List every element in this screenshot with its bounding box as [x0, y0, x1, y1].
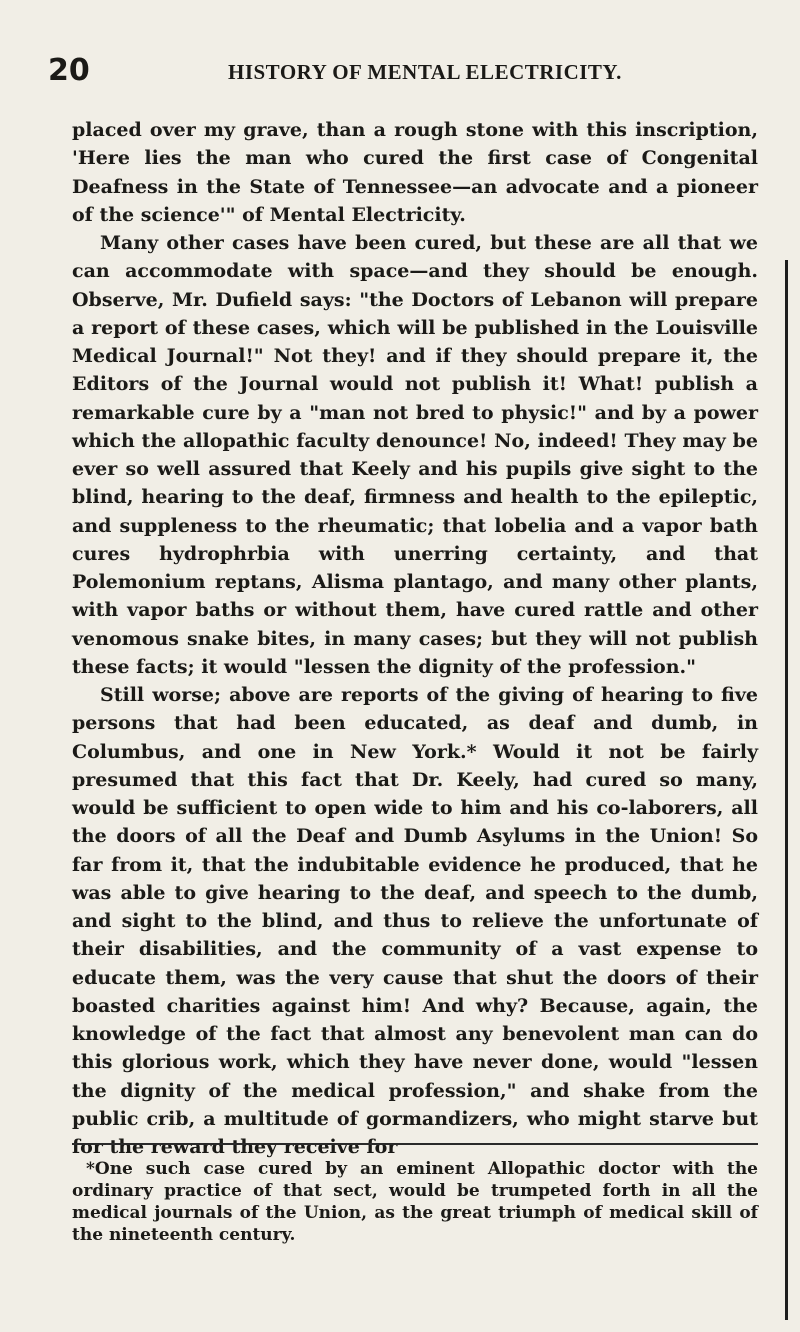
body-text [72, 116, 758, 1161]
running-title: HISTORY OF MENTAL ELECTRICITY. [228, 60, 622, 84]
page-number: 20 [48, 53, 90, 88]
page-header [48, 52, 770, 92]
paragraph: Still worse; above are reports of the giving of hearing to five persons that had been educated, as deaf and dumb, in Columbus, and one in New York.* Would it not be fairly presumed that this fact that Dr. Keely, had cured so many, would be sufficient to open wide to him and his co-laborers, all the doors of all the Deaf and Dumb Asylums in the Union! So far from it, that the indubitable evidence he produced, that he was able to give hearing to the deaf, and speech to the dumb, and sight to the blind, and thus to relieve the unfortunate of their disabilities, and the community of a vast expense to educate them, was the very cause that shut the doors of their boasted charities against him! And why? Because, again, the knowledge of the fact that almost any benevolent man can do this glorious work, which they have never done, would "lessen the dignity of the medical profession," and shake from the public crib, a multitude of gormandizers, who might starve but for the reward they receive for [72, 684, 758, 1158]
paragraph-continued: placed over my grave, than a rough stone with this inscription, 'Here lies the man who cured the first case of Congenital Deafness in the State of Tennessee—an advocate and a pioneer of the science'" of Mental Electricity. [72, 119, 758, 226]
footnote-divider [72, 1143, 758, 1145]
footnote: *One such case cured by an eminent Allopathic doctor with the ordinary practice of that sect, would be trumpeted forth in all the medical journals of the Union, as the great triumph of medical skill of the nineteenth century. [72, 1159, 758, 1245]
paragraph: Many other cases have been cured, but these are all that we can accommodate with space—and they should be enough. Observe, Mr. Dufield says: "the Doctors of Lebanon will prepare a report of these cases, which will be published in the Louisville Medical Journal!" Not they! and if they should prepare it, the Editors of the Journal would not publish it! What! publish a remarkable cure by a "man not bred to physic!" and by a power which the allopathic faculty denounce! No, indeed! They may be ever so well assured that Keely and his pupils give sight to the blind, hearing to the deaf, firmness and health to the epileptic, and suppleness to the rheumatic; that lobelia and a vapor bath cures hydrophrbia with unerring certainty, and that Polemonium reptans, Alisma plantago, and many other plants, with vapor baths or without them, have cured rattle and other venomous snake bites, in many cases; but they will not publish these facts; it would "lessen the dignity of the profession." [72, 232, 758, 678]
page-edge-shadow [785, 260, 788, 1320]
